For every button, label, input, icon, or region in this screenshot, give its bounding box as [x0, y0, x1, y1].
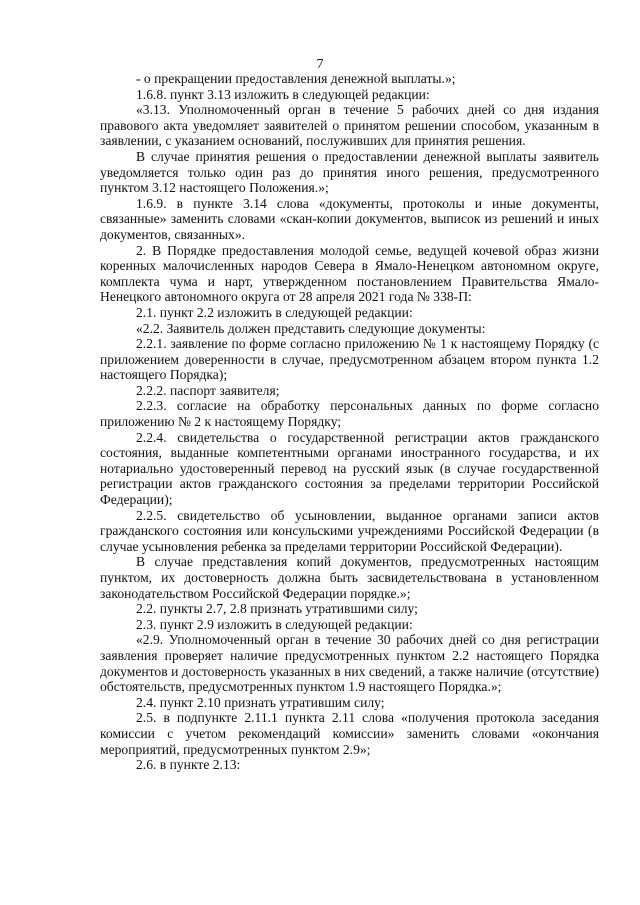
page-number: 7	[316, 57, 324, 72]
paragraph: 1.6.9. в пункте 3.14 слова «документы, протоколы и иные документы, связанные» заменить словами «скан-копии документов, выписок из решений и иных документов, связанных».	[100, 195, 599, 242]
paragraph: В случае представления копий документов, предусмотренных настоящим пунктом, их достоверность должна быть засвидетельствована в установленном законодательством Российской Федерации порядке.»;	[100, 554, 599, 601]
paragraph: 2.2.1. заявление по форме согласно приложению № 1 к настоящему Порядку (с приложением доверенности в случае, предусмотренном абзацем втором пункта 1.2 настоящего Порядка);	[100, 336, 599, 383]
paragraph: 1.6.8. пункт 3.13 изложить в следующей редакции:	[136, 86, 430, 102]
paragraph: 2.4. пункт 2.10 признать утратившим силу;	[136, 694, 385, 710]
document-body	[100, 71, 599, 773]
paragraph: 2. В Порядке предоставления молодой семье, ведущей кочевой образ жизни коренных малочисленных народов Севера в Ямало-Ненецком автономном округе, комплекта чума и нарт, утвержденном постановлением Правительства Ямало-Ненецкого автономного округа от 28 апреля 2021 года № 338-П:	[100, 242, 599, 305]
paragraph: 2.2.5. свидетельство об усыновлении, выданное органами записи актов гражданского состояния или консульскими учреждениями Российской Федерации (в случае усыновления ребенка за пределами территории Российской Федерации).	[100, 507, 599, 554]
paragraph: - о прекращении предоставления денежной выплаты.»;	[136, 71, 456, 86]
paragraph: «3.13. Уполномоченный орган в течение 5 рабочих дней со дня издания правового акта уведомляет заявителей о принятом решении способом, указанным в заявлении, с указанием оснований, послуживших для принятия решения.	[100, 102, 599, 149]
paragraph: В случае принятия решения о предоставлении денежной выплаты заявитель уведомляется только один раз до принятия иного решения, предусмотренного пунктом 3.12 настоящего Положения.»;	[100, 148, 599, 196]
paragraph: 2.1. пункт 2.2 изложить в следующей редакции:	[136, 304, 413, 320]
paragraph: 2.5. в подпункте 2.11.1 пункта 2.11 слова «получения протокола заседания комиссии с учетом рекомендаций комиссии» заменить словами «окончания мероприятий, предусмотренных пунктом 2.9»;	[100, 710, 599, 757]
paragraph: 2.3. пункт 2.9 изложить в следующей редакции:	[136, 616, 413, 632]
paragraph: 2.2.4. свидетельства о государственной регистрации актов гражданского состояния, выданные компетентными органами иностранного государства, и их нотариально удостоверенный перевод на русский язык (в случае государственной регистрации актов гражданского состояния за пределами территории Российской Федерации);	[100, 429, 599, 508]
paragraph: «2.2. Заявитель должен представить следующие документы:	[136, 320, 486, 336]
paragraph: 2.2. пункты 2.7, 2.8 признать утратившими силу;	[136, 601, 418, 617]
paragraph: 2.6. в пункте 2.13:	[136, 757, 241, 773]
paragraph: 2.2.3. согласие на обработку персональных данных по форме согласно приложению № 2 к настоящему Порядку;	[100, 398, 599, 430]
paragraph: 2.2.2. паспорт заявителя;	[136, 382, 280, 398]
paragraph: «2.9. Уполномоченный орган в течение 30 рабочих дней со дня регистрации заявления проверяет наличие предусмотренных пунктом 2.2 настоящего Порядка документов и достоверность указанных в них сведений, а также наличие (отсутствие) обстоятельств, предусмотренных пунктом 1.9 настоящего Порядка.»;	[100, 632, 599, 695]
